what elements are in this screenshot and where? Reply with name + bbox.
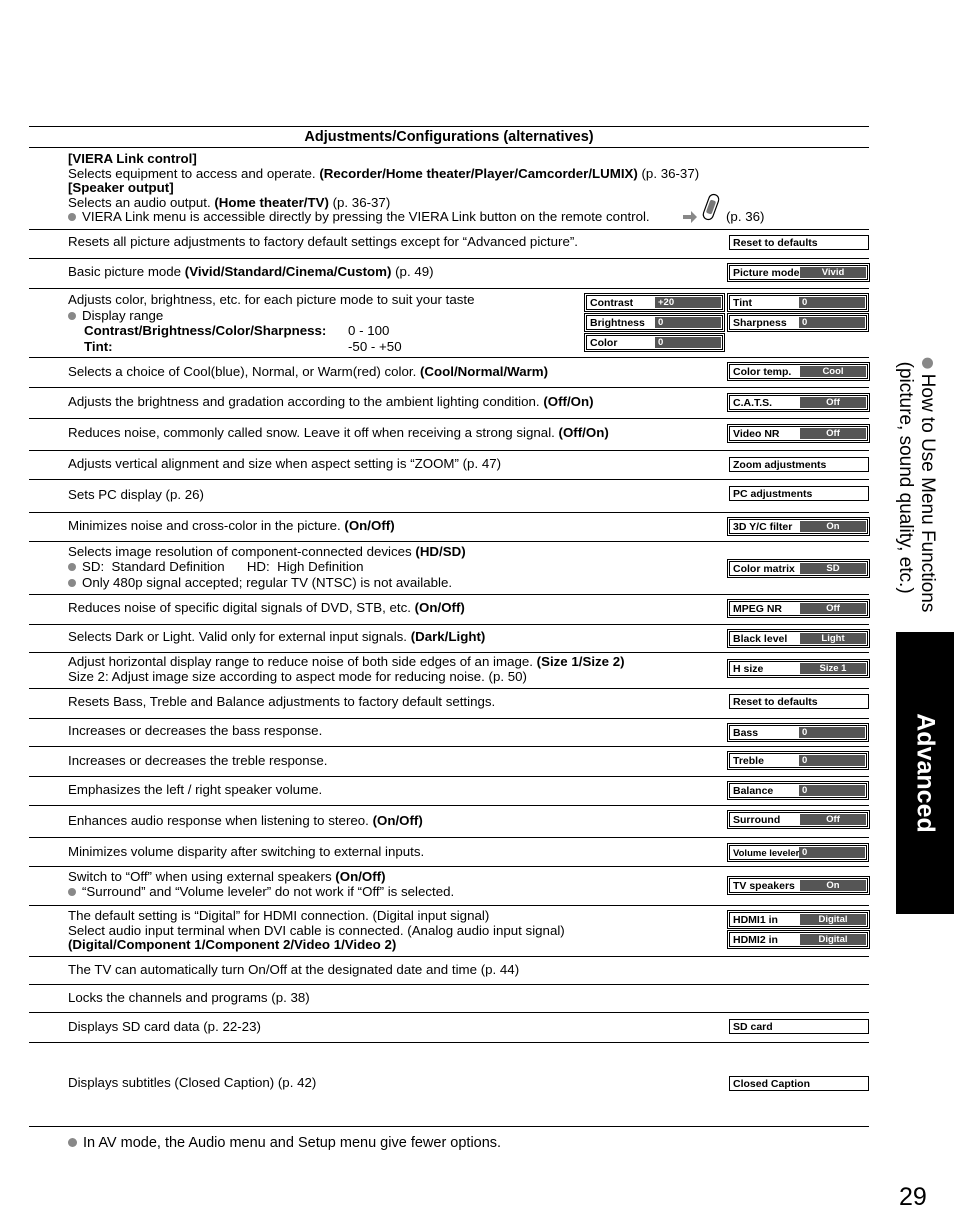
row-pc: Sets PC display (p. 26)	[68, 487, 204, 502]
viera-options: (Recorder/Home theater/Player/Camcorder/LUMIX)	[319, 165, 638, 181]
value: On	[800, 880, 866, 891]
footnote-text: In AV mode, the Audio menu and Setup menu give fewer options.	[83, 1135, 502, 1151]
row-closed-caption: Displays subtitles (Closed Caption) (p. 42)	[68, 1075, 317, 1090]
table-top-rule	[29, 126, 869, 127]
label: HDMI2 in	[733, 934, 778, 946]
value: 0	[799, 785, 865, 796]
row-viera-link	[68, 152, 788, 225]
value: 0	[655, 317, 721, 328]
label: Sharpness	[733, 317, 787, 329]
value: 0	[655, 337, 721, 348]
picture-mode-ref: (p. 49)	[391, 264, 434, 279]
bullet-icon	[68, 1138, 77, 1147]
viera-link-button-icon	[702, 192, 722, 222]
label: Brightness	[590, 317, 645, 329]
row-black-level	[68, 630, 718, 645]
value: 0	[799, 755, 865, 766]
label: Volume leveler	[733, 848, 800, 859]
speaker-options: (Home theater/TV)	[214, 194, 329, 210]
value: Light	[800, 633, 866, 644]
row-surround	[68, 814, 718, 829]
menu-video-nr[interactable]	[729, 426, 868, 441]
menu-bass[interactable]	[729, 725, 867, 740]
menu-contrast[interactable]	[586, 295, 723, 310]
label: Contrast	[590, 297, 634, 309]
hdmi-line-2: Select audio input terminal when DVI cable is connected. (Analog audio input signal)	[68, 922, 565, 938]
tvspk-options: (On/Off)	[335, 869, 386, 884]
label: Color matrix	[733, 563, 795, 575]
menu-tv-speakers[interactable]	[729, 878, 868, 893]
row-reset-picture: Resets all picture adjustments to factory default settings except for “Advanced picture”.	[68, 234, 578, 249]
menu-hdmi2-in[interactable]	[729, 932, 868, 947]
value: Off	[800, 603, 866, 614]
cats-text: Adjusts the brightness and gradation according to the ambient lighting condition.	[68, 394, 544, 409]
row-color-temp	[68, 365, 718, 380]
footnote	[68, 1136, 718, 1151]
value: SD	[800, 563, 866, 574]
yc-options: (On/Off)	[344, 518, 395, 533]
label: Tint	[733, 297, 753, 309]
menu-surround[interactable]	[729, 812, 868, 827]
yc-text: Minimizes noise and cross-color in the picture.	[68, 518, 345, 533]
matrix-defs: SD: Standard Definition HD: High Definition	[82, 559, 364, 575]
page-number: 29	[899, 1183, 927, 1211]
matrix-note: Only 480p signal accepted; regular TV (NTSC) is not available.	[82, 574, 453, 590]
menu-mpeg-nr[interactable]	[729, 601, 868, 616]
mpeg-options: (On/Off)	[414, 600, 465, 615]
label: Video NR	[733, 428, 780, 440]
advanced-tab-label: Advanced	[911, 713, 940, 833]
row-cats	[68, 395, 718, 410]
surround-text: Enhances audio response when listening to stereo.	[68, 813, 373, 828]
value: Digital	[800, 914, 866, 925]
right-arrow-icon	[682, 211, 698, 223]
row-yc-filter	[68, 519, 718, 534]
menu-h-size[interactable]	[729, 661, 868, 676]
side-section-title	[894, 358, 938, 613]
menu-zoom-adjustments[interactable]: Zoom adjustments	[729, 457, 869, 472]
row-reset-audio: Resets Bass, Treble and Balance adjustments to factory default settings.	[68, 694, 496, 709]
cats-options: (Off/On)	[543, 394, 594, 409]
row-picture-adjust	[68, 292, 578, 354]
label: 3D Y/C filter	[733, 521, 793, 533]
label: Picture mode	[733, 267, 800, 279]
value: Off	[800, 397, 866, 408]
viera-text: Selects equipment to access and operate.	[68, 165, 320, 181]
display-range-label: Display range	[82, 307, 164, 323]
value: 0	[799, 317, 865, 328]
row-video-nr	[68, 426, 718, 441]
row-h-size	[68, 655, 718, 684]
menu-volume-leveler[interactable]	[729, 845, 867, 860]
value: On	[800, 521, 866, 532]
viera-ref: (p. 36-37)	[637, 165, 700, 181]
bullet-icon	[68, 888, 76, 896]
viera-note-ref: (p. 36)	[726, 209, 765, 225]
color-temp-options: (Cool/Normal/Warm)	[420, 364, 549, 379]
bullet-icon	[68, 563, 76, 571]
bullet-icon	[68, 213, 76, 221]
tvspk-note: “Surround” and “Volume leveler” do not work if “Off” is selected.	[82, 883, 455, 899]
matrix-options: (HD/SD)	[415, 544, 466, 559]
row-volume-leveler: Minimizes volume disparity after switching to external inputs.	[68, 844, 425, 859]
value: 0	[799, 297, 865, 308]
label: Treble	[733, 755, 764, 767]
label: Bass	[733, 727, 759, 739]
label: TV speakers	[733, 880, 795, 892]
mpeg-text: Reduces noise of specific digital signals of DVD, STB, etc.	[68, 600, 415, 615]
matrix-text: Selects image resolution of component-connected devices	[68, 544, 416, 559]
hdmi-options: (Digital/Component 1/Component 2/Video 1/Video 2)	[68, 937, 397, 953]
menu-black-level[interactable]	[729, 631, 868, 646]
value: 0	[799, 727, 865, 738]
side-title-line-2: (picture, sound quality, etc.)	[895, 361, 916, 594]
range-value-2: -50 - +50	[348, 338, 402, 354]
row-lock: Locks the channels and programs (p. 38)	[68, 990, 310, 1005]
row-tv-speakers	[68, 870, 718, 899]
value: Off	[800, 814, 866, 825]
viera-link-heading: [VIERA Link control]	[68, 151, 197, 166]
value: Digital	[800, 934, 866, 945]
table-header-rule	[29, 147, 869, 148]
value: Cool	[800, 366, 866, 377]
value: +20	[655, 297, 721, 308]
row-mpeg-nr	[68, 601, 718, 616]
viera-note: VIERA Link menu is accessible directly by pressing the VIERA Link button on the remote control.	[82, 209, 650, 225]
menu-color[interactable]	[586, 335, 723, 350]
picture-mode-options: (Vivid/Standard/Cinema/Custom)	[184, 264, 392, 279]
value: 0	[799, 847, 865, 858]
speaker-ref: (p. 36-37)	[328, 194, 391, 210]
label: MPEG NR	[733, 603, 783, 615]
label: HDMI1 in	[733, 914, 778, 926]
menu-tint[interactable]	[729, 295, 867, 310]
menu-closed-caption[interactable]: Closed Caption	[729, 1076, 869, 1091]
row-bass: Increases or decreases the bass response.	[68, 723, 323, 738]
label: Balance	[733, 785, 774, 797]
menu-hdmi1-in[interactable]	[729, 912, 868, 927]
tvspk-text: Switch to “Off” when using external speakers	[68, 869, 336, 884]
label: Color temp.	[733, 366, 792, 378]
menu-color-temp[interactable]	[729, 364, 868, 379]
row-balance: Emphasizes the left / right speaker volume.	[68, 782, 323, 797]
video-nr-text: Reduces noise, commonly called snow. Leave it off when receiving a strong signal.	[68, 425, 559, 440]
menu-picture-mode[interactable]	[729, 265, 868, 280]
range-value-1: 0 - 100	[348, 323, 390, 338]
table-header-title: Adjustments/Configurations (alternatives)	[304, 129, 594, 145]
video-nr-options: (Off/On)	[558, 425, 609, 440]
speaker-output-heading: [Speaker output]	[68, 180, 174, 196]
menu-sharpness[interactable]	[729, 315, 867, 330]
menu-reset-to-defaults-picture[interactable]: Reset to defaults	[729, 235, 869, 250]
row-hdmi	[68, 909, 718, 953]
label: Surround	[733, 814, 781, 826]
menu-balance[interactable]	[729, 783, 867, 798]
label: H size	[733, 663, 764, 675]
side-title-line-1: How to Use Menu Functions	[917, 373, 938, 613]
bullet-icon	[922, 358, 933, 369]
value: Off	[800, 428, 866, 439]
row-picture-mode	[68, 265, 718, 280]
hsize-options: (Size 1/Size 2)	[536, 654, 625, 669]
hsize-text: Adjust horizontal display range to reduce noise of both side edges of an image.	[68, 654, 537, 669]
speaker-text: Selects an audio output.	[68, 194, 215, 210]
black-options: (Dark/Light)	[410, 629, 486, 644]
adjust-text: Adjusts color, brightness, etc. for each picture mode to suit your taste	[68, 292, 475, 307]
menu-pc-adjustments[interactable]: PC adjustments	[729, 486, 869, 501]
menu-3d-yc-filter[interactable]	[729, 519, 868, 534]
label: C.A.T.S.	[733, 397, 773, 409]
menu-color-matrix[interactable]	[729, 561, 868, 576]
row-timer: The TV can automatically turn On/Off at the designated date and time (p. 44)	[68, 962, 520, 977]
row-sd-card: Displays SD card data (p. 22-23)	[68, 1019, 261, 1034]
menu-brightness[interactable]	[586, 315, 723, 330]
bullet-icon	[68, 312, 76, 320]
menu-cats[interactable]	[729, 395, 868, 410]
row-zoom: Adjusts vertical alignment and size when aspect setting is “ZOOM” (p. 47)	[68, 456, 502, 471]
black-text: Selects Dark or Light. Valid only for external input signals.	[68, 629, 411, 644]
row-treble: Increases or decreases the treble response.	[68, 753, 328, 768]
color-temp-text: Selects a choice of Cool(blue), Normal, or Warm(red) color.	[68, 364, 420, 379]
row-color-matrix	[68, 544, 718, 590]
range-key-1: Contrast/Brightness/Color/Sharpness:	[84, 323, 327, 338]
menu-sd-card[interactable]: SD card	[729, 1019, 869, 1034]
hsize-note: Size 2: Adjust image size according to aspect mode for reducing noise. (p. 50)	[68, 668, 527, 684]
surround-options: (On/Off)	[372, 813, 423, 828]
bullet-icon	[68, 579, 76, 587]
value: Vivid	[800, 267, 866, 278]
range-key-2: Tint:	[84, 338, 113, 354]
hdmi-line-1: The default setting is “Digital” for HDMI connection. (Digital input signal)	[68, 908, 490, 923]
label: Color	[590, 337, 618, 349]
menu-treble[interactable]	[729, 753, 867, 768]
menu-reset-to-defaults-audio[interactable]: Reset to defaults	[729, 694, 869, 709]
value: Size 1	[800, 663, 866, 674]
label: Black level	[733, 633, 788, 645]
picture-mode-text: Basic picture mode	[68, 264, 185, 279]
